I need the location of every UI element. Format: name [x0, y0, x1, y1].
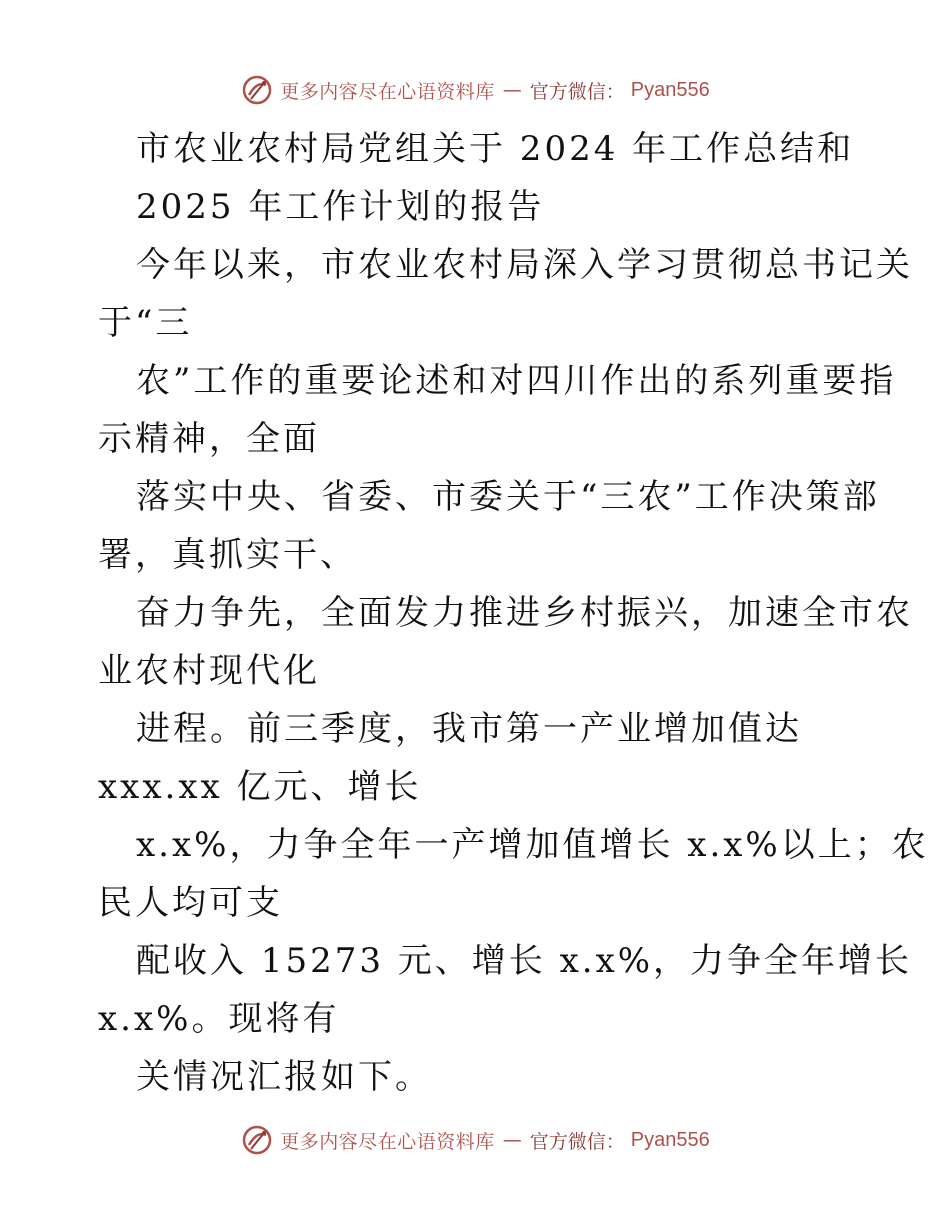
text-line: 今年以来，市农业农村局深入学习贯彻总书记关 [136, 245, 913, 285]
text-line: 落实中央、省委、市委关于“三农”工作决策部 [136, 477, 880, 517]
text-line: 奋力争先，全面发力推进乡村振兴，加速全市农 [136, 593, 913, 633]
text-line: xxx.xx 亿元、增长 [98, 767, 422, 807]
text-line: 示精神，全面 [98, 419, 320, 459]
watermark-text: 更多内容尽在心语资料库 [280, 1130, 495, 1153]
watermark-header [0, 70, 950, 110]
watermark-footer [0, 1120, 950, 1160]
watermark-text: 更多内容尽在心语资料库 [280, 80, 495, 103]
watermark-id: Pyan556 [630, 1128, 710, 1151]
watermark-separator: — [502, 79, 522, 101]
watermark-label: 官方微信： [529, 1130, 625, 1153]
text-line: 于“三 [98, 303, 193, 343]
text-line: 业农村现代化 [98, 651, 320, 691]
text-line: 进程。前三季度，我市第一产业增加值达 [136, 709, 802, 749]
text-line: 市农业农村局党组关于 2024 年工作总结和 [136, 129, 855, 169]
brand-logo-icon [240, 1123, 274, 1157]
document-body [98, 120, 929, 1106]
text-line: 2025 年工作计划的报告 [136, 187, 545, 227]
text-line: x.x%，力争全年一产增加值增长 x.x%以上；农 [136, 825, 929, 865]
watermark-label: 官方微信： [529, 80, 625, 103]
text-line: 配收入 15273 元、增长 x.x%，力争全年增长 [136, 941, 913, 981]
brand-logo-icon [240, 73, 274, 107]
text-line: 民人均可支 [98, 883, 283, 923]
watermark-id: Pyan556 [630, 78, 710, 101]
text-line: 关情况汇报如下。 [136, 1057, 432, 1097]
text-line: x.x%。现将有 [98, 999, 340, 1039]
text-line: 署，真抓实干、 [98, 535, 357, 575]
watermark-separator: — [502, 1129, 522, 1151]
text-line: 农”工作的重要论述和对四川作出的系列重要指 [136, 361, 897, 401]
